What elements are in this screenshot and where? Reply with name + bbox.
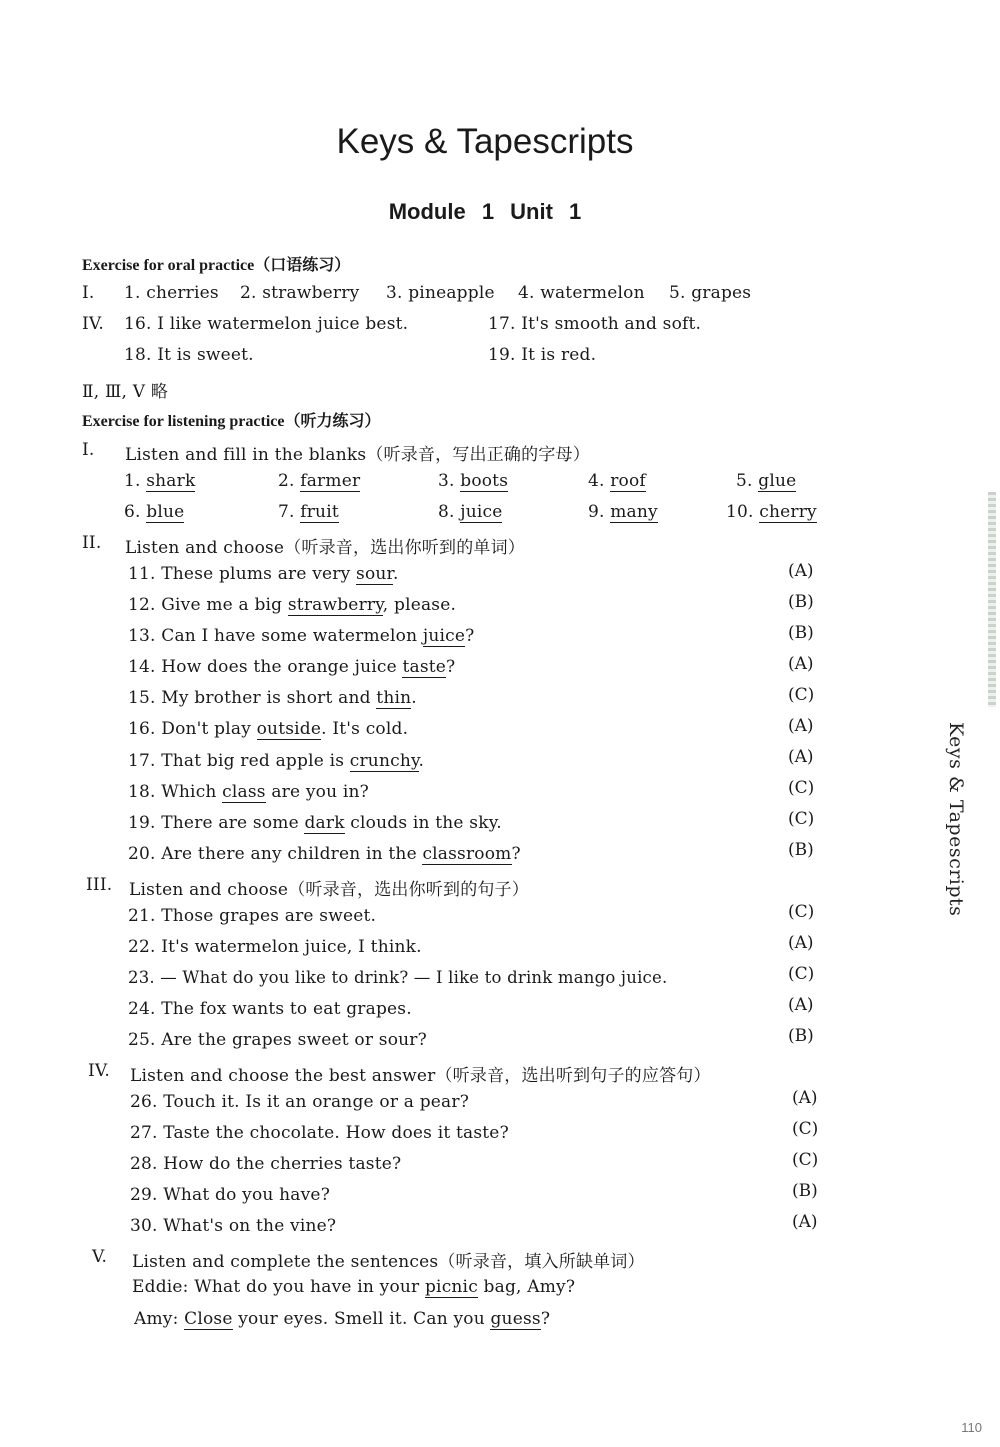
section-number: IV. [88, 1061, 111, 1081]
section-4-title [88, 1061, 711, 1086]
answer-choice: (A) [788, 995, 814, 1015]
list-item: 22. It's watermelon juice, I think. [128, 937, 422, 957]
list-item: 19. It is red. [488, 345, 597, 365]
answer-choice: (A) [788, 716, 814, 736]
section-number: IV. [82, 314, 105, 334]
list-item: 24. The fox wants to eat grapes. [128, 999, 412, 1019]
item-number: 8. [438, 502, 455, 522]
section-title: Listen and choose（听录音，选出你听到的句子） [129, 880, 529, 900]
listening-practice-heading: Exercise for listening practice（听力练习） [82, 413, 381, 430]
item-number: 9. [588, 502, 605, 522]
answer-choice: (C) [788, 809, 815, 829]
answer-word: sour [356, 564, 393, 584]
list-item: 21. Those grapes are sweet. [128, 906, 377, 926]
list-item: 12. Give me a big strawberry, please. [128, 595, 457, 615]
answer-word: taste [402, 657, 447, 677]
list-item: 14. How does the orange juice taste? [128, 657, 456, 677]
item-number: 6. [124, 502, 141, 522]
list-item: 26. Touch it. Is it an orange or a pear? [130, 1092, 470, 1112]
page-number: 110 [961, 1420, 982, 1435]
answer-word: juice [460, 502, 503, 522]
answer-word: fruit [300, 502, 339, 522]
list-item: 16. Don't play outside. It's cold. [128, 719, 409, 739]
section-2-title [82, 533, 525, 558]
item-number: 7. [278, 502, 295, 522]
list-item: 5. grapes [669, 283, 752, 303]
answer-choice: (B) [788, 592, 814, 612]
oral-row-1 [82, 283, 752, 303]
answer-choice: (C) [788, 685, 815, 705]
list-item: 17. It's smooth and soft. [488, 314, 702, 334]
side-section-label: Keys & Tapescripts [945, 722, 967, 917]
list-item: 4. watermelon [518, 283, 645, 303]
answer-word: Close [184, 1309, 233, 1329]
oral-practice-heading: Exercise for oral practice（口语练习） [82, 257, 351, 274]
answer-choice: (A) [792, 1088, 818, 1108]
section-1-title [82, 440, 590, 465]
answer-word: boots [460, 471, 509, 491]
answer-word: classroom [422, 844, 512, 864]
answer-word: cherry [759, 502, 817, 522]
answer-word: class [222, 782, 266, 802]
list-item: 25. Are the grapes sweet or sour? [128, 1030, 427, 1050]
list-item: 19. There are some dark clouds in the sky. [128, 813, 502, 833]
list-item: 11. These plums are very sour. [128, 564, 399, 584]
item-number: 2. [278, 471, 295, 491]
answer-choice: (B) [792, 1181, 818, 1201]
item-number: 3. [438, 471, 455, 491]
list-item: 18. It is sweet. [124, 345, 254, 365]
answer-choice: (A) [788, 747, 814, 767]
section-number: II. [82, 533, 102, 553]
list-item: 15. My brother is short and thin. [128, 688, 417, 708]
list-item: 28. How do the cherries taste? [130, 1154, 402, 1174]
answer-choice: (A) [792, 1212, 818, 1232]
list-item: 20. Are there any children in the classroom? [128, 844, 521, 864]
list-item: 13. Can I have some watermelon juice? [128, 626, 475, 646]
item-number: 10. [726, 502, 754, 522]
dialogue-line: Amy: Close your eyes. Smell it. Can you guess? [134, 1309, 551, 1329]
answer-choice: (C) [788, 902, 815, 922]
list-item: 16. I like watermelon juice best. [124, 314, 409, 334]
answer-word: blue [146, 502, 185, 522]
answer-choice: (C) [792, 1150, 819, 1170]
list-item: 30. What's on the vine? [130, 1216, 337, 1236]
dialogue-line: Eddie: What do you have in your picnic bag, Amy? [132, 1277, 576, 1297]
answer-word: juice [422, 626, 466, 646]
page-title: Keys & Tapescripts [336, 122, 634, 161]
section-number: V. [92, 1247, 108, 1267]
list-item: 18. Which class are you in? [128, 782, 369, 802]
list-item: 29. What do you have? [130, 1185, 331, 1205]
answer-word: glue [758, 471, 797, 491]
answer-choice: (B) [788, 1026, 814, 1046]
answer-choice: (A) [788, 561, 814, 581]
section-title: Listen and fill in the blanks（听录音，写出正确的字母） [125, 445, 590, 465]
page-edge-tab [988, 492, 996, 707]
module-unit-subtitle: Module 1 Unit 1 [388, 199, 582, 224]
answer-word: shark [146, 471, 196, 491]
section-3-title [86, 875, 529, 900]
answer-choice: (C) [788, 778, 815, 798]
section-5-title [92, 1247, 645, 1272]
section-number: I. [82, 440, 95, 460]
answer-word: picnic [424, 1277, 478, 1297]
answer-choice: (C) [788, 964, 815, 984]
answer-word: outside [256, 719, 322, 739]
oral-row-2 [82, 314, 702, 334]
answer-choice: (A) [788, 933, 814, 953]
answer-word: dark [304, 813, 345, 833]
section-number: III. [86, 875, 113, 895]
list-item: 23. — What do you like to drink? — I like to drink mango juice. [128, 968, 668, 987]
section-title: Listen and choose the best answer（听录音，选出听到句子的应答句） [130, 1066, 711, 1086]
answer-word: crunchy [349, 751, 419, 771]
list-item: 1. cherries [124, 283, 219, 303]
answer-choice: (B) [788, 840, 814, 860]
section-title: Listen and complete the sentences（听录音，填入所缺单词） [132, 1252, 645, 1272]
list-item: 17. That big red apple is crunchy. [128, 751, 425, 771]
answer-word: farmer [300, 471, 361, 491]
answer-word: strawberry [287, 595, 383, 615]
list-item: 2. strawberry [240, 283, 360, 303]
list-item: 3. pineapple [386, 283, 495, 303]
item-number: 4. [588, 471, 605, 491]
item-number: 5. [736, 471, 753, 491]
answer-choice: (B) [788, 623, 814, 643]
list-item: 27. Taste the chocolate. How does it taste? [130, 1123, 509, 1143]
section-number: I. [82, 283, 95, 303]
section-title: Listen and choose（听录音，选出你听到的单词） [125, 538, 525, 558]
answer-choice: (A) [788, 654, 814, 674]
oral-omitted-note: Ⅱ, Ⅲ, Ⅴ 略 [82, 382, 169, 402]
item-number: 1. [124, 471, 141, 491]
answer-word: guess [490, 1309, 541, 1329]
answer-word: roof [610, 471, 646, 491]
answer-choice: (C) [792, 1119, 819, 1139]
answer-word: many [610, 502, 658, 522]
answer-word: thin [376, 688, 412, 708]
